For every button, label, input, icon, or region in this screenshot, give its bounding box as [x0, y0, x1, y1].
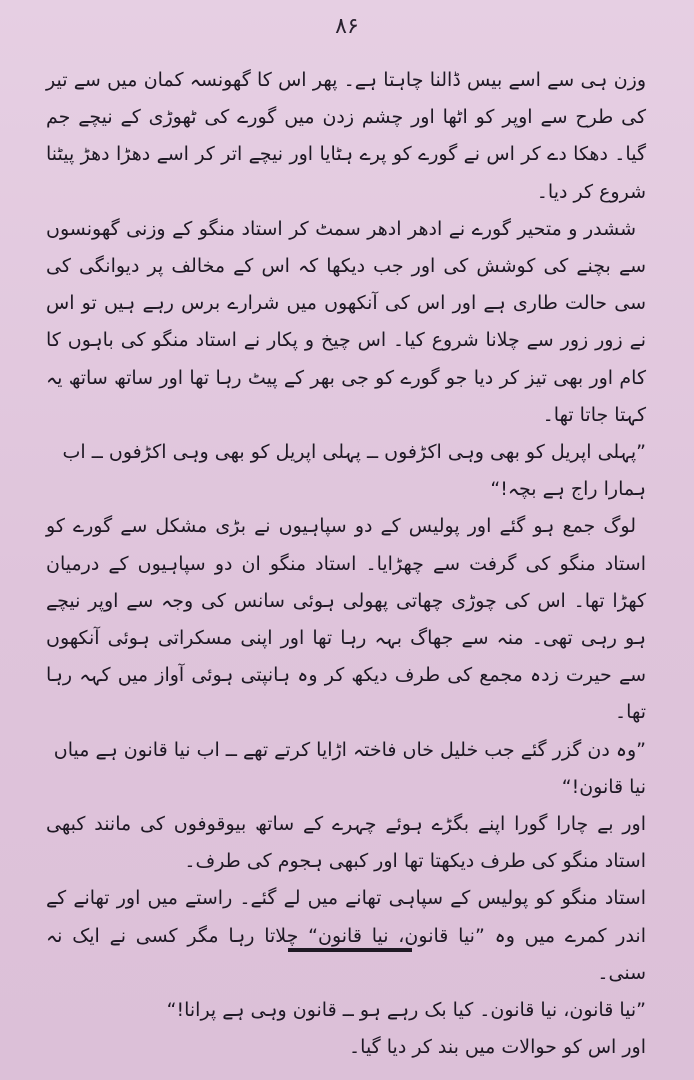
paragraph: لوگ جمع ہو گئے اور پولیس کے دو سپاہیوں نے بڑی مشکل سے گورے کو استاد منگو کی گرفت سے چھڑایا۔ استاد منگو ان دو سپاہیوں کے درمیان کھڑا تھا۔ اس کی چوڑی چھاتی پھولی ہوئی سانس کی وجہ سے اوپر نیچے ہو رہی تھی۔ منہ سے جھاگ بہہ رہا تھا اور اپنی مسکراتی ہوئی آنکھوں سے حیرت زدہ مجمع کی طرف دیکھ کر وہ ہانپتی ہوئی آواز میں کہہ رہا تھا۔	[46, 515, 646, 724]
paragraph: اور اس کو حوالات میں بند کر دیا گیا۔	[349, 1036, 646, 1059]
dialogue-quote: ”نیا قانون، نیا قانون۔ کیا بک رہے ہو ــ قانون وہی ہے پرانا!“	[166, 999, 646, 1022]
paragraph: وزن ہی سے اسے بیس ڈالنا چاہتا ہے۔ پھر اس کا گھونسہ کمان میں سے تیر کی طرح سے اوپر کو اٹھا اور چشم زدن میں گورے کی ٹھوڑی کے نیچے جم گیا۔ دھکا دے کر اس نے گورے کو پرے ہٹایا اور نیچے اتر کر اسے دھڑا دھڑ پیٹنا شروع کر دیا۔	[46, 69, 646, 203]
paragraph: اور بے چارا گورا اپنے بگڑے ہوئے چہرے کے ساتھ بیوقوفوں کی مانند کبھی استاد منگو کی طرف دیکھتا تھا اور کبھی ہجوم کی طرف۔	[46, 813, 646, 873]
dialogue-quote: ”پہلی اپریل کو بھی وہی اکڑفوں ــ پہلی اپریل کو بھی وہی اکڑفوں ــ اب ہمارا راج ہے بچہ!“	[62, 441, 646, 501]
section-end-rule	[288, 948, 412, 952]
paragraph: استاد منگو کو پولیس کے سپاہی تھانے میں لے گئے۔ راستے میں اور تھانے کے اندر کمرے میں وہ ”نیا قانون، نیا قانون“ چلاتا رہا مگر کسی نے ایک نہ سنی۔	[46, 887, 646, 984]
story-text	[46, 62, 646, 1066]
page-number: ۸۶	[335, 14, 359, 39]
dialogue-quote: ”وہ دن گزر گئے جب خلیل خاں فاختہ اڑایا کرتے تھے ــ اب نیا قانون ہے میاں نیا قانون!“	[53, 738, 646, 798]
paragraph: ششدر و متحیر گورے نے ادھر ادھر سمٹ کر استاد منگو کے وزنی گھونسوں سے بچنے کی کوشش کی اور جب دیکھا کہ اس کے مخالف پر دیوانگی کی سی حالت طاری ہے اور اس کی آنکھوں میں شرارے برس رہے ہیں تو اس نے زور زور سے چلانا شروع کیا۔ اس چیخ و پکار نے استاد منگو کی باہوں کا کام اور بھی تیز کر دیا جو گورے کو جی بھر کے پیٹ رہا تھا اور ساتھ ساتھ یہ کہتا جاتا تھا۔	[46, 217, 646, 426]
